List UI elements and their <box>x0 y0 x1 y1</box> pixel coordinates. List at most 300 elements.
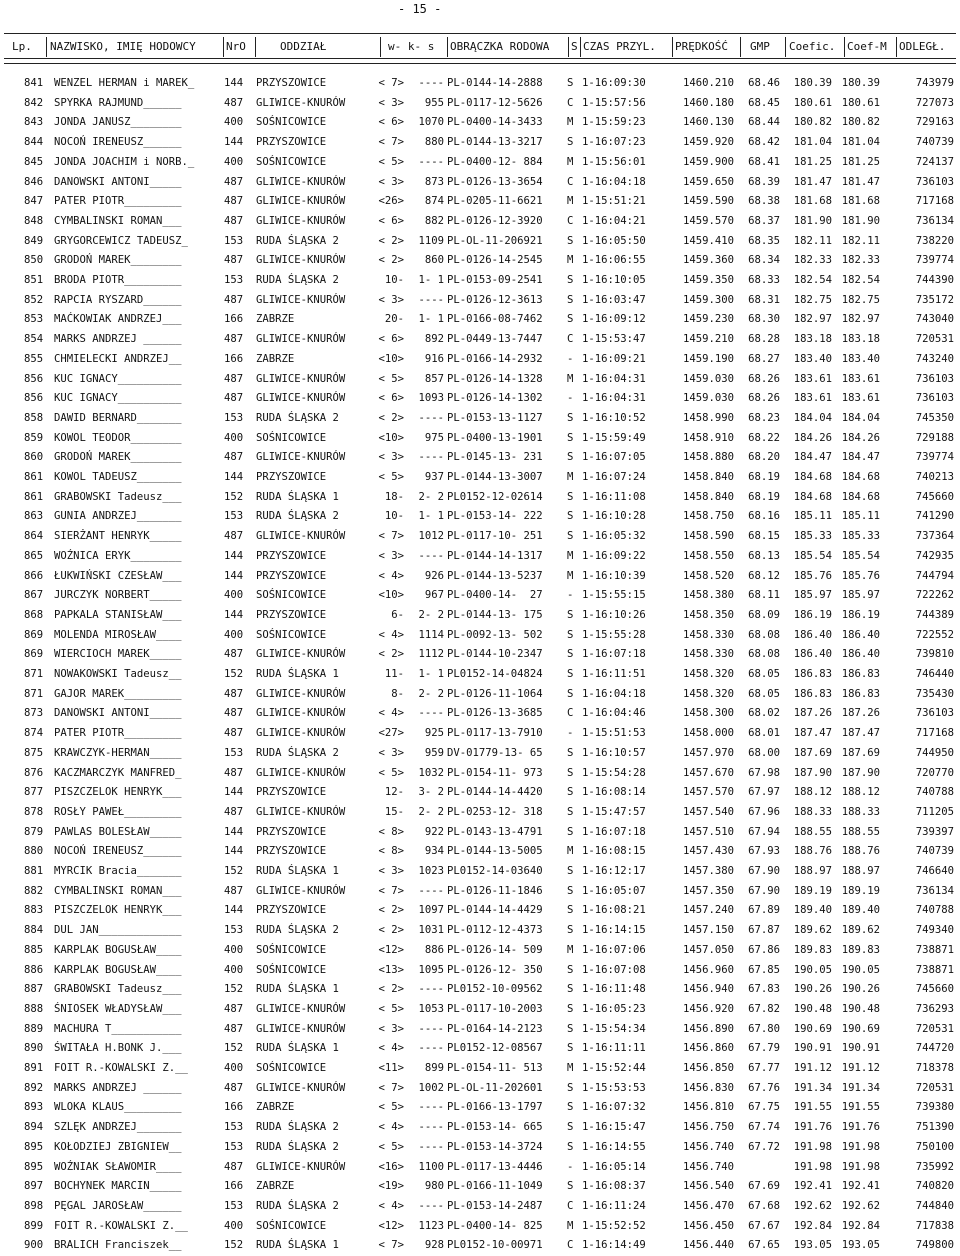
cell-sex: M <box>567 372 574 385</box>
cell-coefic: 185.76 <box>793 569 832 582</box>
cell-coefic: 180.61 <box>793 96 832 109</box>
cell-sex: S <box>567 825 574 838</box>
cell-obraczka: PL-0117-10-2003 <box>447 1002 543 1015</box>
cell-oddzial: GLIWICE-KNURÓW <box>256 96 346 109</box>
table-row <box>0 704 960 724</box>
cell-nro: 487 <box>224 254 244 267</box>
cell-sex: M <box>567 1219 574 1232</box>
cell-predkosc: 1457.050 <box>682 943 734 956</box>
cell-coefm: 188.33 <box>841 805 880 818</box>
cell-sex: S <box>567 274 574 286</box>
cell-coefic: 191.98 <box>793 1160 832 1173</box>
cell-nro: 487 <box>224 372 244 385</box>
cell-predkosc: 1457.350 <box>682 884 734 897</box>
cell-wk: < 5> <box>378 1140 404 1153</box>
cell-sex: S <box>567 648 574 661</box>
cell-obraczka: PL-0117-12-5626 <box>447 96 543 109</box>
cell-gmp: 68.31 <box>748 293 780 306</box>
cell-coefic: 188.97 <box>793 865 832 877</box>
cell-sex: M <box>567 943 574 956</box>
cell-predkosc: 1457.510 <box>682 825 734 838</box>
table-row <box>0 488 960 508</box>
cell-name: KOWOL TADEUSZ_______ <box>54 471 182 483</box>
cell-coefm: 181.68 <box>841 195 880 208</box>
header-bottom-rule <box>4 58 956 59</box>
cell-coefic: 192.41 <box>793 1180 832 1193</box>
cell-wk: <12> <box>378 1219 404 1232</box>
cell-name: WOŹNICA ERYK________ <box>54 549 182 562</box>
cell-nro: 153 <box>224 274 244 286</box>
cell-coefic: 182.75 <box>793 293 832 306</box>
cell-name: WLOKA KLAUS_________ <box>54 1101 182 1114</box>
cell-predkosc: 1457.540 <box>682 805 734 818</box>
cell-oddzial: RUDA ŚLĄSKA 2 <box>256 1121 339 1134</box>
table-row <box>0 350 960 370</box>
cell-wk: < 7> <box>378 1081 404 1094</box>
cell-obraczka: PL-0154-11- 513 <box>447 1062 543 1074</box>
cell-coefic: 184.47 <box>793 451 832 464</box>
cell-oddzial: SOŚNICOWICE <box>256 116 327 129</box>
cell-odleg: 743240 <box>915 352 954 365</box>
table-row <box>0 507 960 527</box>
cell-coefm: 183.40 <box>841 352 880 365</box>
cell-name: KOWOL TEODOR________ <box>54 431 182 444</box>
cell-coefic: 189.40 <box>793 904 832 917</box>
table-row <box>0 527 960 547</box>
cell-name: DANOWSKI ANTONI_____ <box>54 175 182 188</box>
cell-sex: M <box>567 195 574 208</box>
cell-predkosc: 1459.650 <box>682 175 734 188</box>
cell-predkosc: 1459.300 <box>682 293 734 306</box>
cell-czas: 1-16:04:31 <box>582 392 646 405</box>
cell-czas: 1-16:10:57 <box>582 746 646 759</box>
cell-obraczka: PL-0144-14-2888 <box>447 77 543 89</box>
cell-nro: 153 <box>224 1121 244 1134</box>
cell-odleg: 735992 <box>915 1160 954 1173</box>
cell-sex: M <box>567 155 574 168</box>
divider <box>223 37 224 57</box>
cell-coefm: 185.54 <box>841 549 880 562</box>
cell-s: 937 <box>424 471 444 483</box>
cell-s: 874 <box>424 195 444 208</box>
cell-czas: 1-16:04:18 <box>582 687 646 700</box>
cell-odleg: 739397 <box>915 825 954 838</box>
cell-sex: S <box>567 805 574 818</box>
cell-obraczka: PL-0400-14- 27 <box>447 589 543 602</box>
cell-s: ---- <box>418 1022 444 1035</box>
cell-czas: 1-16:04:46 <box>582 707 646 720</box>
table-row <box>0 330 960 350</box>
cell-obraczka: PL-0153-14- 222 <box>447 510 543 523</box>
cell-name: GRYGORCEWICZ TADEUSZ_ <box>54 234 188 247</box>
cell-czas: 1-15:54:34 <box>582 1022 646 1035</box>
cell-gmp: 68.20 <box>748 451 780 464</box>
cell-predkosc: 1456.830 <box>682 1081 734 1094</box>
cell-obraczka: PL-0126-12-3920 <box>447 214 543 227</box>
cell-name: GUNIA ANDRZEJ_______ <box>54 510 182 523</box>
cell-gmp: 68.02 <box>748 707 780 720</box>
cell-coefic: 188.12 <box>793 786 832 799</box>
cell-name: NOCOŃ IRENEUSZ______ <box>54 845 182 858</box>
cell-sex: S <box>567 786 574 799</box>
cell-oddzial: RUDA ŚLĄSKA 1 <box>256 1239 339 1252</box>
cell-odleg: 749340 <box>915 924 954 937</box>
table-row <box>0 547 960 567</box>
cell-czas: 1-15:59:23 <box>582 116 646 129</box>
cell-nro: 487 <box>224 884 244 897</box>
cell-wk: < 3> <box>378 175 404 188</box>
cell-s: ---- <box>418 155 444 168</box>
cell-wk: <11> <box>378 1062 404 1074</box>
cell-nro: 487 <box>224 392 244 405</box>
cell-sex: - <box>567 589 574 602</box>
cell-name: MARKS ANDRZEJ ______ <box>54 333 182 346</box>
cell-name: SPYRKA RAJMUND______ <box>54 96 182 109</box>
cell-odleg: 737364 <box>915 530 954 543</box>
cell-oddzial: SOŚNICOWICE <box>256 963 327 976</box>
cell-lp: 875 <box>24 746 44 759</box>
cell-sex: M <box>567 549 574 562</box>
cell-wk: < 5> <box>378 766 404 779</box>
cell-czas: 1-16:07:18 <box>582 825 646 838</box>
cell-coefm: 193.05 <box>841 1239 880 1252</box>
cell-predkosc: 1458.520 <box>682 569 734 582</box>
cell-name: PĘGAL JAROSŁAW______ <box>54 1199 182 1212</box>
cell-predkosc: 1459.900 <box>682 155 734 168</box>
cell-oddzial: PRZYSZOWICE <box>256 77 327 89</box>
cell-name: JONDA JANUSZ________ <box>54 116 182 129</box>
cell-coefic: 185.97 <box>793 589 832 602</box>
cell-s: 1095 <box>418 963 444 976</box>
cell-coefic: 187.90 <box>793 766 832 779</box>
cell-wk: < 3> <box>378 746 404 759</box>
cell-nro: 144 <box>224 608 244 621</box>
cell-lp: 869 <box>24 628 44 641</box>
cell-lp: 878 <box>24 805 44 818</box>
cell-s: 1023 <box>418 865 444 877</box>
cell-predkosc: 1456.440 <box>682 1239 734 1252</box>
cell-nro: 153 <box>224 411 244 424</box>
cell-gmp: 67.94 <box>748 825 780 838</box>
cell-wk: <16> <box>378 1160 404 1173</box>
cell-oddzial: RUDA ŚLĄSKA 1 <box>256 865 339 877</box>
cell-oddzial: GLIWICE-KNURÓW <box>256 727 346 740</box>
cell-gmp: 68.11 <box>748 589 780 602</box>
cell-czas: 1-16:15:47 <box>582 1121 646 1134</box>
cell-name: KARPLAK BOGUSŁAW____ <box>54 943 182 956</box>
cell-lp: 883 <box>24 904 44 917</box>
cell-czas: 1-16:11:11 <box>582 1042 646 1055</box>
cell-name: MARKS ANDRZEJ ______ <box>54 1081 182 1094</box>
cell-name: DANOWSKI ANTONI_____ <box>54 707 182 720</box>
cell-odleg: 740739 <box>915 845 954 858</box>
cell-oddzial: ZABRZE <box>256 352 295 365</box>
cell-predkosc: 1457.430 <box>682 845 734 858</box>
cell-coefm: 185.76 <box>841 569 880 582</box>
cell-odleg: 736103 <box>915 707 954 720</box>
header-predkosc: PRĘDKOŚĆ <box>675 40 728 53</box>
cell-odleg: 744390 <box>915 274 954 286</box>
header-name: NAZWISKO, IMIĘ HODOWCY <box>50 40 196 53</box>
table-row <box>0 1158 960 1178</box>
cell-lp: 865 <box>24 549 44 562</box>
cell-wk: <19> <box>378 1180 404 1193</box>
cell-predkosc: 1459.410 <box>682 234 734 247</box>
cell-sex: S <box>567 1081 574 1094</box>
cell-coefm: 187.26 <box>841 707 880 720</box>
cell-coefm: 186.19 <box>841 608 880 621</box>
cell-s: ---- <box>418 983 444 996</box>
table-row <box>0 212 960 232</box>
cell-sex: S <box>567 628 574 641</box>
cell-sex: C <box>567 175 574 188</box>
divider <box>580 37 581 57</box>
cell-odleg: 720531 <box>915 333 954 346</box>
cell-s: ---- <box>418 707 444 720</box>
table-row <box>0 606 960 626</box>
cell-coefm: 192.62 <box>841 1199 880 1212</box>
cell-name: FOIT R.-KOWALSKI Z.__ <box>54 1219 188 1232</box>
cell-obraczka: PL-0126-14-1302 <box>447 392 543 405</box>
cell-oddzial: GLIWICE-KNURÓW <box>256 254 346 267</box>
cell-oddzial: PRZYSZOWICE <box>256 608 327 621</box>
cell-oddzial: GLIWICE-KNURÓW <box>256 333 346 346</box>
cell-odleg: 745660 <box>915 983 954 996</box>
cell-coefm: 183.61 <box>841 392 880 405</box>
cell-predkosc: 1456.470 <box>682 1199 734 1212</box>
cell-gmp: 67.67 <box>748 1219 780 1232</box>
cell-oddzial: GLIWICE-KNURÓW <box>256 214 346 227</box>
header-obraczka: OBRĄCZKA RODOWA <box>450 40 550 53</box>
cell-odleg: 745660 <box>915 490 954 503</box>
cell-odleg: 745350 <box>915 411 954 424</box>
table-row <box>0 232 960 252</box>
cell-sex: S <box>567 963 574 976</box>
cell-obraczka: PL0152-12-08567 <box>447 1042 543 1055</box>
cell-name: WOŹNIAK SŁAWOMIR____ <box>54 1160 182 1173</box>
cell-predkosc: 1458.300 <box>682 707 734 720</box>
cell-obraczka: PL-0153-13-1127 <box>447 411 543 424</box>
cell-czas: 1-16:07:24 <box>582 471 646 483</box>
cell-coefic: 190.69 <box>793 1022 832 1035</box>
cell-predkosc: 1459.230 <box>682 313 734 326</box>
cell-coefm: 191.55 <box>841 1101 880 1114</box>
cell-predkosc: 1459.570 <box>682 214 734 227</box>
cell-name: SZLĘK ANDRZEJ_______ <box>54 1121 182 1134</box>
cell-obraczka: PL-0126-14- 509 <box>447 943 543 956</box>
cell-obraczka: PL-0164-14-2123 <box>447 1022 543 1035</box>
cell-coefic: 185.54 <box>793 549 832 562</box>
cell-sex: S <box>567 1180 574 1193</box>
cell-s: 959 <box>424 746 444 759</box>
cell-coefm: 180.39 <box>841 77 880 89</box>
cell-name: KRAWCZYK-HERMAN_____ <box>54 746 182 759</box>
cell-odleg: 751390 <box>915 1121 954 1134</box>
cell-coefic: 190.26 <box>793 983 832 996</box>
cell-oddzial: RUDA ŚLĄSKA 2 <box>256 234 339 247</box>
cell-czas: 1-16:05:14 <box>582 1160 646 1173</box>
cell-oddzial: PRZYSZOWICE <box>256 845 327 858</box>
cell-coefic: 191.34 <box>793 1081 832 1094</box>
cell-wk: < 4> <box>378 1199 404 1212</box>
cell-gmp: 68.27 <box>748 352 780 365</box>
table-row <box>0 1079 960 1099</box>
cell-obraczka: PL-0400-14-3433 <box>447 116 543 129</box>
cell-predkosc: 1459.590 <box>682 195 734 208</box>
cell-name: KACZMARCZYK MANFRED_ <box>54 766 182 779</box>
cell-predkosc: 1458.330 <box>682 648 734 661</box>
table-row <box>0 941 960 961</box>
cell-obraczka: PL-0153-14-2487 <box>447 1199 543 1212</box>
cell-nro: 152 <box>224 983 244 996</box>
cell-wk: < 2> <box>378 924 404 937</box>
cell-gmp: 68.39 <box>748 175 780 188</box>
cell-gmp: 68.09 <box>748 608 780 621</box>
cell-odleg: 720531 <box>915 1081 954 1094</box>
cell-name: MYRCIK Bracia_______ <box>54 865 182 877</box>
cell-nro: 166 <box>224 1180 244 1193</box>
cell-coefic: 182.11 <box>793 234 832 247</box>
cell-sex: S <box>567 1022 574 1035</box>
cell-gmp: 67.79 <box>748 1042 780 1055</box>
cell-coefm: 181.04 <box>841 136 880 149</box>
cell-coefm: 186.40 <box>841 628 880 641</box>
cell-s: 1- 1 <box>418 668 444 680</box>
table-row <box>0 1138 960 1158</box>
cell-s: 926 <box>424 569 444 582</box>
cell-obraczka: PL-0126-14-1328 <box>447 372 543 385</box>
header-s: S <box>571 40 578 53</box>
cell-czas: 1-15:51:21 <box>582 195 646 208</box>
cell-wk: <26> <box>378 195 404 208</box>
cell-nro: 153 <box>224 1140 244 1153</box>
cell-oddzial: GLIWICE-KNURÓW <box>256 392 346 405</box>
cell-wk: < 7> <box>378 1239 404 1252</box>
table-row <box>0 961 960 981</box>
cell-obraczka: PL-0144-13-5005 <box>447 845 543 858</box>
cell-nro: 400 <box>224 431 244 444</box>
cell-coefic: 184.04 <box>793 411 832 424</box>
table-row <box>0 842 960 862</box>
divider <box>844 37 845 57</box>
cell-obraczka: PL-0153-14-3724 <box>447 1140 543 1153</box>
cell-gmp: 67.68 <box>748 1199 780 1212</box>
cell-gmp: 67.93 <box>748 845 780 858</box>
cell-wk: < 8> <box>378 825 404 838</box>
cell-sex: M <box>567 569 574 582</box>
cell-odleg: 717168 <box>915 727 954 740</box>
cell-wk: < 7> <box>378 884 404 897</box>
table-row <box>0 921 960 941</box>
cell-nro: 487 <box>224 766 244 779</box>
cell-obraczka: PL-0166-08-7462 <box>447 313 543 326</box>
cell-name: BOCHYNEK MARCIN_____ <box>54 1180 182 1193</box>
cell-coefm: 185.97 <box>841 589 880 602</box>
divider <box>380 37 381 57</box>
cell-oddzial: GLIWICE-KNURÓW <box>256 293 346 306</box>
cell-name: CYMBALINSKI ROMAN___ <box>54 884 182 897</box>
table-row <box>0 192 960 212</box>
cell-predkosc: 1460.210 <box>682 77 734 89</box>
cell-odleg: 744840 <box>915 1199 954 1212</box>
page-number: - 15 - <box>398 2 442 16</box>
cell-czas: 1-16:05:23 <box>582 1002 646 1015</box>
cell-predkosc: 1457.970 <box>682 746 734 759</box>
cell-nro: 487 <box>224 530 244 543</box>
cell-name: NOWAKOWSKI Tadeusz__ <box>54 668 182 680</box>
cell-odleg: 743979 <box>915 77 954 89</box>
cell-nro: 400 <box>224 589 244 602</box>
cell-nro: 400 <box>224 1062 244 1074</box>
cell-s: 928 <box>424 1239 444 1252</box>
cell-odleg: 742935 <box>915 549 954 562</box>
cell-sex: C <box>567 96 574 109</box>
table-row <box>0 133 960 153</box>
cell-oddzial: RUDA ŚLĄSKA 2 <box>256 1199 339 1212</box>
cell-lp: 860 <box>24 451 44 464</box>
cell-wk: 8- <box>391 687 404 700</box>
cell-obraczka: PL-0117-13-4446 <box>447 1160 543 1173</box>
cell-lp: 892 <box>24 1081 44 1094</box>
cell-czas: 1-16:12:17 <box>582 865 646 877</box>
cell-czas: 1-16:06:55 <box>582 254 646 267</box>
cell-wk: < 2> <box>378 904 404 917</box>
cell-predkosc: 1459.210 <box>682 333 734 346</box>
cell-sex: S <box>567 411 574 424</box>
cell-odleg: 729163 <box>915 116 954 129</box>
cell-obraczka: PL-0143-13-4791 <box>447 825 543 838</box>
cell-name: PATER PIOTR_________ <box>54 195 182 208</box>
cell-predkosc: 1459.030 <box>682 372 734 385</box>
cell-oddzial: SOŚNICOWICE <box>256 628 327 641</box>
cell-coefm: 184.04 <box>841 411 880 424</box>
cell-sex: S <box>567 490 574 503</box>
cell-obraczka: PL-0400-13-1901 <box>447 431 543 444</box>
divider <box>46 37 47 57</box>
table-row <box>0 586 960 606</box>
cell-odleg: 736134 <box>915 884 954 897</box>
cell-wk: < 4> <box>378 569 404 582</box>
cell-oddzial: GLIWICE-KNURÓW <box>256 884 346 897</box>
cell-gmp: 67.80 <box>748 1022 780 1035</box>
table-row <box>0 448 960 468</box>
cell-predkosc: 1459.350 <box>682 274 734 286</box>
cell-oddzial: SOŚNICOWICE <box>256 943 327 956</box>
cell-wk: < 3> <box>378 293 404 306</box>
cell-lp: 868 <box>24 608 44 621</box>
cell-sex: S <box>567 1140 574 1153</box>
table-row <box>0 803 960 823</box>
cell-lp: 855 <box>24 352 44 365</box>
cell-gmp: 68.08 <box>748 648 780 661</box>
cell-odleg: 722552 <box>915 628 954 641</box>
cell-obraczka: PL-0112-12-4373 <box>447 924 543 937</box>
cell-sex: S <box>567 668 574 680</box>
cell-gmp: 68.26 <box>748 392 780 405</box>
cell-wk: 10- <box>384 510 404 523</box>
cell-obraczka: PL-0153-14- 665 <box>447 1121 543 1134</box>
table-row <box>0 823 960 843</box>
cell-coefic: 182.33 <box>793 254 832 267</box>
cell-obraczka: PL-0144-14-1317 <box>447 549 543 562</box>
cell-name: GRODOŃ MAREK________ <box>54 254 182 267</box>
cell-sex: S <box>567 924 574 937</box>
cell-gmp: 67.96 <box>748 805 780 818</box>
cell-czas: 1-16:14:49 <box>582 1239 646 1252</box>
cell-wk: < 4> <box>378 1042 404 1055</box>
cell-coefic: 187.26 <box>793 707 832 720</box>
cell-sex: S <box>567 687 574 700</box>
